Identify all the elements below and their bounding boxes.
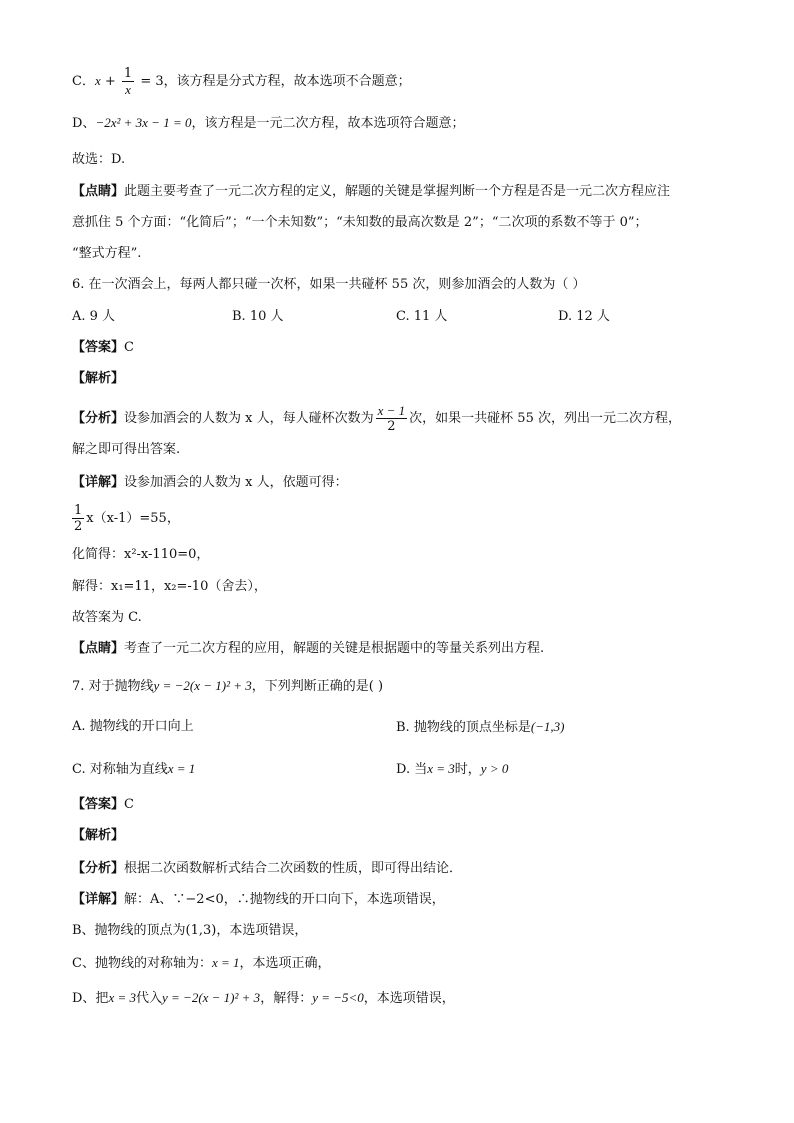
selection-line: 故选：D. [72, 152, 126, 167]
q7-detail-a: 【详解】解：A、∵−2<0，∴抛物线的开口向下，本选项错误， [72, 892, 445, 907]
q6-conclusion: 故答案为 C. [72, 610, 142, 625]
q7-option-d: D. 当x = 3时，y > 0 [396, 761, 509, 777]
fraction-1-over-2: $\frac{1}{2}$ [74, 503, 83, 534]
q6-stem: 6. 在一次酒会上，每两人都只碰一次杯，如果一共碰杯 55 次，则参加酒会的人数为（ ） [72, 277, 586, 292]
q7-jiexi: 【解析】 [72, 828, 125, 843]
q7-option-b: B. 抛物线的顶点坐标是(−1,3) [396, 719, 565, 735]
dianjing-line-2: 意抓住 5 个方面：“化简后”；“一个未知数”；“未知数的最高次数是 2”；“二次项的系数不等于 0”； [72, 215, 648, 230]
option-c-line: C．x + $\frac{1}{x}$ = 3，该方程是分式方程，故本选项不合题意； [72, 66, 411, 97]
q7-option-a: A. 抛物线的开口向上 [72, 719, 194, 734]
q6-option-c: C. 11 人 [396, 309, 448, 324]
q6-option-d: D. 12 人 [558, 309, 610, 324]
fraction-x-minus-1-over-2: $\frac{x - 1}{2}$ [377, 403, 406, 434]
q7-detail-c: C、抛物线的对称轴为：x = 1，本选项正确， [72, 955, 331, 971]
q6-analysis-line-2: 解之即可得出答案. [72, 442, 181, 457]
q7-detail-b: B、抛物线的顶点为(1,3)，本选项错误， [72, 923, 308, 938]
dianjing-line-3: “整式方程”. [72, 246, 142, 261]
fraction-1-over-x: $\frac{1}{x}$ [123, 66, 133, 97]
q6-analysis-line-1: 【分析】设参加酒会的人数为 x 人，每人碰杯次数为 $\frac{x - 1}{2}$ 次，如果一共碰杯 55 次，列出一元二次方程， [72, 403, 681, 434]
q6-solve: 解得：x₁=11，x₂=-10（舍去）， [72, 579, 267, 594]
q6-detail: 【详解】设参加酒会的人数为 x 人，依题可得： [72, 475, 348, 490]
q6-answer: 【答案】C [72, 340, 134, 355]
q7-option-c: C. 对称轴为直线x = 1 [72, 761, 196, 777]
q6-jiexi: 【解析】 [72, 371, 125, 386]
q7-stem: 7. 对于抛物线y = −2(x − 1)² + 3，下列判断正确的是( ) [72, 678, 384, 694]
q7-detail-d: D、把x = 3代入y = −2(x − 1)² + 3，解得：y = −5<0，本选项错误， [72, 990, 455, 1006]
q6-dianjing: 【点睛】考查了一元二次方程的应用，解题的关键是根据题中的等量关系列出方程. [72, 641, 545, 656]
q7-analysis: 【分析】根据二次函数解析式结合二次函数的性质，即可得出结论． [72, 861, 463, 876]
dianjing-line-1: 【点睛】此题主要考查了一元二次方程的定义，解题的关键是掌握判断一个方程是否是一元二次方程应注 [72, 184, 671, 199]
q6-option-a: A. 9 人 [72, 309, 116, 324]
q6-simplify: 化简得：x²-x-110=0， [72, 547, 210, 562]
option-d-line: D、−2x² + 3x − 1 = 0，该方程是一元二次方程，故本选项符合题意； [72, 115, 465, 131]
q6-option-b: B. 10 人 [232, 309, 284, 324]
q7-answer: 【答案】C [72, 797, 134, 812]
q6-equation: $\frac{1}{2}$ x（x-1）=55， [74, 503, 180, 534]
